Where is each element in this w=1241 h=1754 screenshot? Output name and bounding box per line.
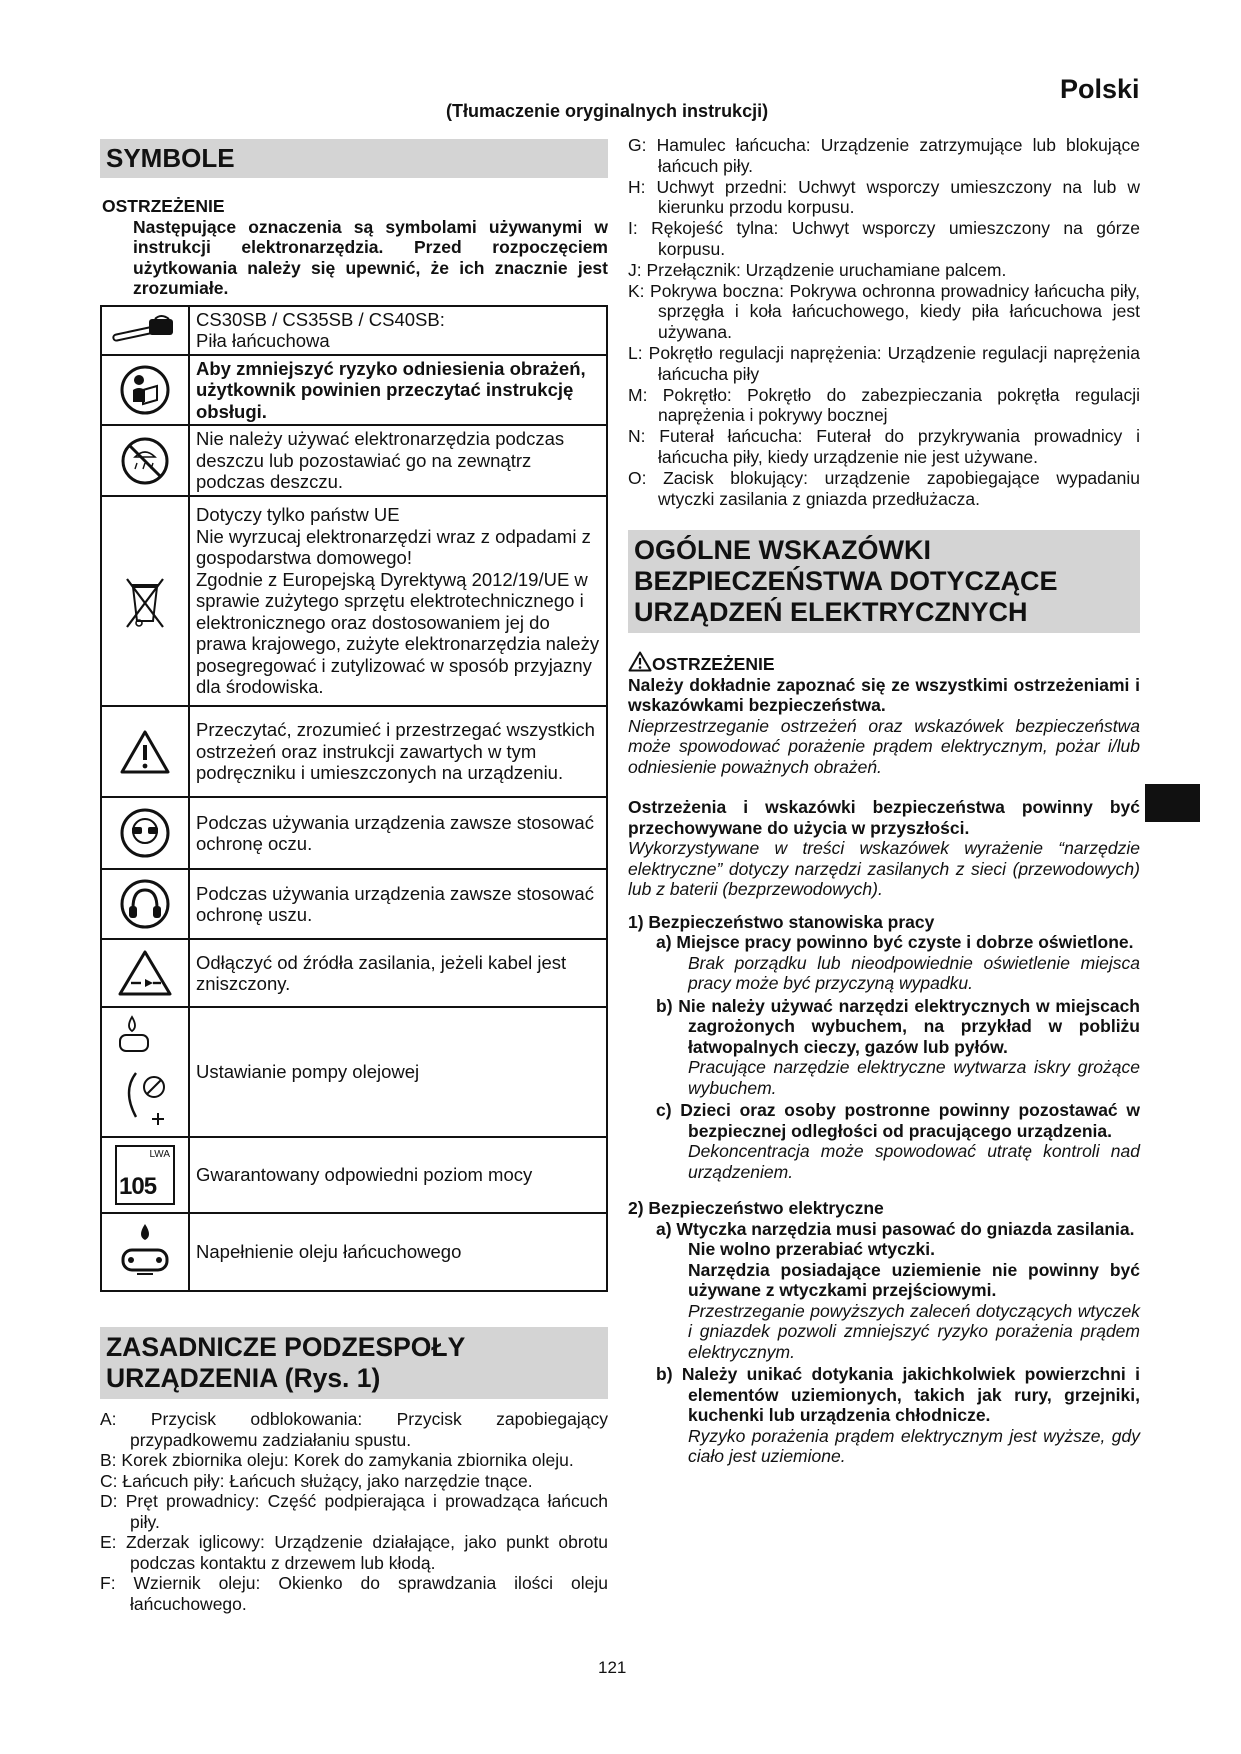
- section-heading: 2) Bezpieczeństwo elektryczne: [628, 1198, 884, 1218]
- safety-warning-italic: Nieprzestrzeganie ostrzeżeń oraz wskazówek bezpieczeństwa może spowodować porażenie prądem elektrycznym, pożar i/lub odniesienie poważnych obrażeń.: [628, 715, 1140, 777]
- language-label: Polski: [1060, 74, 1140, 104]
- symbol-text-line: Przeczytać, zrozumieć i przestrzegać wszystkich ostrzeżeń oraz instrukcji zawartych w tym podręczniku i umieszczonych na urządzeniu.: [189, 706, 607, 797]
- component-item: N: Futerał łańcucha: Futerał do przykrywania prowadnicy i łańcucha piły, kiedy urządzenie nie jest używane.: [628, 426, 1140, 467]
- component-item: G: Hamulec łańcucha: Urządzenie zatrzymujące lub blokujące łańcuch piły.: [628, 135, 1140, 176]
- chainsaw-icon: [101, 306, 189, 355]
- component-item: A: Przycisk odblokowania: Przycisk zapobiegający przypadkowemu zadziałaniu spustu.: [100, 1409, 608, 1450]
- symbol-row: [101, 1213, 607, 1291]
- component-item: O: Zacisk blokujący: urządzenie zapobiegające wypadaniu wtyczki zasilania z gniazda przedłużacza.: [628, 467, 1140, 509]
- symbols-table: [100, 305, 608, 1293]
- symbol-text-line: Odłączyć od źródła zasilania, jeżeli kabel jest zniszczony.: [189, 939, 607, 1007]
- symbol-row: [101, 355, 607, 426]
- component-item: H: Uchwyt przedni: Uchwyt wsporczy umieszczony na lub w kierunku przodu korpusu.: [628, 176, 1140, 218]
- symbols-warning: [100, 196, 608, 299]
- symbol-text-line: Dotyczy tylko państw UE: [196, 504, 400, 526]
- component-item: L: Pokrętło regulacji naprężenia: Urządzenie regulacji naprężenia łańcucha piły: [628, 342, 1140, 384]
- symbol-text-line: Podczas używania urządzenia zawsze stosować ochronę oczu.: [189, 797, 607, 869]
- sound-power-icon: [101, 1137, 189, 1213]
- eye-protection-icon: [101, 797, 189, 869]
- symbol-text-line: Aby zmniejszyć ryzyko odniesienia obrażeń, użytkownik powinien przeczytać instrukcję obsługi.: [189, 355, 607, 426]
- symbol-row: [101, 1007, 607, 1137]
- safety-keep: [628, 797, 1140, 900]
- symbol-text-line: Podczas używania urządzenia zawsze stosować ochronę uszu.: [189, 869, 607, 939]
- symbol-row: [101, 425, 607, 496]
- symbol-text-line: CS30SB / CS35SB / CS40SB:: [196, 308, 445, 330]
- components-list-continued: [628, 135, 1140, 509]
- rule-body: Przestrzeganie powyższych zaleceń dotyczących wtyczek i gniazdek pozwoli zmniejszyć ryzyko porażenia prądem elektrycznym.: [688, 1300, 1140, 1362]
- safety-section: [628, 530, 1140, 1467]
- read-manual-icon: [101, 355, 189, 426]
- safety-keep-italic: Wykorzystywane w treści wskazówek wyrażenie “narzędzie elektryczne” dotyczy narzędzi zasilanych z sieci (przewodowych) lub z baterii (bezprzewodowych).: [628, 838, 1140, 899]
- component-item: M: Pokrętło: Pokrętło do zabezpieczania pokrętła regulacji naprężenia i pokrywy bocznej: [628, 384, 1140, 426]
- symbols-warning-label: OSTRZEŻENIE: [102, 196, 225, 216]
- rule-extra: Nie wolno przerabiać wtyczki.: [688, 1239, 936, 1259]
- component-item: F: Wziernik oleju: Okienko do sprawdzania ilości oleju łańcuchowego.: [100, 1573, 608, 1614]
- symbol-text-line: Zgodnie z Europejską Dyrektywą 2012/19/UE w sprawie zużytego sprzętu elektrotechnicznego i elektronicznego oraz dostosowaniem jej do prawa krajowego, zużyte elektronarzędzia należy posegregować i zutylizować w sposób przyjazny dla środowiska.: [196, 568, 600, 698]
- warning-triangle-icon: [101, 706, 189, 797]
- section-heading: 1) Bezpieczeństwo stanowiska pracy: [628, 911, 935, 932]
- page-number: 121: [598, 1658, 627, 1677]
- component-item: K: Pokrywa boczna: Pokrywa ochronna prowadnicy łańcucha piły, sprzęgła i koła łańcuchowego, kiedy piła łańcuchowa jest używana.: [628, 280, 1140, 343]
- component-item: E: Zderzak iglicowy: Urządzenie działające, jako punkt obrotu podczas kontaktu z drzewem lub kłodą.: [100, 1532, 608, 1573]
- warning-triangle-icon: [628, 651, 652, 672]
- symbols-warning-text: Następujące oznaczenia są symbolami używanymi w instrukcji elektronarzędzia. Przed rozpoczęciem użytkowania należy się upewnić, że ich znacznie jest zrozumiałe.: [133, 216, 608, 298]
- rule-body: Dekoncentracja może spowodować utratę kontroli nad urządzeniem.: [688, 1141, 1140, 1182]
- components-list: [100, 1409, 608, 1614]
- symbol-row: [101, 869, 607, 939]
- rule-heading: a) Wtyczka narzędzia musi pasować do gniazda zasilania.: [656, 1218, 1135, 1239]
- symbol-row: [101, 939, 607, 1007]
- symbol-row: [101, 706, 607, 797]
- symbols-heading: SYMBOLE: [100, 139, 608, 178]
- symbol-row: [101, 797, 607, 869]
- rule-heading: a) Miejsce pracy powinno być czyste i dobrze oświetlone.: [656, 932, 1134, 952]
- safety-heading: OGÓLNE WSKAZÓWKI BEZPIECZEŃSTWA DOTYCZĄCE URZĄDZEŃ ELEKTRYCZNYCH: [628, 530, 1140, 633]
- rule-heading: b) Nie należy używać narzędzi elektrycznych w miejscach zagrożonych wybuchem, na przykład w pobliżu łatwopalnych cieczy, gazów lub pyłów.: [656, 995, 1140, 1057]
- symbol-row: [101, 306, 607, 355]
- components-section: [100, 1327, 608, 1614]
- symbol-row: [101, 1137, 607, 1213]
- rule-extra: Narzędzia posiadające uziemienie nie powinny być używane z wtyczkami przejściowymi.: [688, 1259, 1140, 1300]
- rule-body: Brak porządku lub nieodpowiednie oświetlenie miejsca pracy może być przyczyną wypadku.: [688, 952, 1140, 993]
- chain-oil-fill-icon: [101, 1213, 189, 1291]
- translation-subtitle: (Tłumaczenie oryginalnych instrukcji): [446, 101, 769, 121]
- component-item: D: Pręt prowadnicy: Część podpierająca i prowadząca łańcuch piły.: [100, 1491, 608, 1532]
- rule-body: Pracujące narzędzie elektryczne wytwarza iskry grożące wybuchem.: [688, 1057, 1140, 1098]
- rule-heading: c) Dzieci oraz osoby postronne powinny pozostawać w bezpiecznej odległości od pracującego urządzenia.: [656, 1100, 1140, 1141]
- oil-pump-adjust-icon: [101, 1007, 189, 1137]
- right-column: [628, 135, 1140, 509]
- rule-heading: b) Należy unikać dotykania jakichkolwiek powierzchni i elementów uziemionych, takich jak rury, grzejniki, kuchenki lub urządzenia chłodnicze.: [656, 1364, 1140, 1425]
- symbol-text-line: Nie wyrzucaj elektronarzędzi wraz z odpadami z gospodarstwa domowego!: [196, 525, 591, 569]
- no-rain-icon: [101, 425, 189, 496]
- component-item: B: Korek zbiornika oleju: Korek do zamykania zbiornika oleju.: [100, 1450, 574, 1470]
- components-heading: ZASADNICZE PODZESPOŁY URZĄDZENIA (Rys. 1): [100, 1327, 608, 1399]
- component-item: J: Przełącznik: Urządzenie uruchamiane palcem.: [628, 259, 1007, 280]
- safety-section-1: [628, 912, 1140, 1183]
- symbol-text-line: Piła łańcuchowa: [196, 330, 330, 351]
- safety-keep-bold: Ostrzeżenia i wskazówki bezpieczeństwa powinny być przechowywane do użycia w przyszłości.: [628, 797, 1140, 838]
- rule-body: Ryzyko porażenia prądem elektrycznym jest wyższe, gdy ciało jest uziemione.: [688, 1425, 1140, 1466]
- chapter-tab: [1145, 784, 1200, 822]
- sound-power-label: LWA: [149, 1149, 170, 1160]
- crossed-bin-icon: [101, 496, 189, 706]
- component-item: C: Łańcuch piły: Łańcuch służący, jako narzędzie tnące.: [100, 1470, 533, 1491]
- symbol-text-line: Napełnienie oleju łańcuchowego: [189, 1213, 607, 1291]
- unplug-triangle-icon: [101, 939, 189, 1007]
- left-column: [100, 139, 608, 1292]
- sound-power-value: 105: [119, 1173, 157, 1200]
- symbol-text-line: Nie należy używać elektronarzędzia podczas deszczu lub pozostawiać go na zewnątrz podczas deszczu.: [189, 425, 607, 496]
- safety-warning-label: OSTRZEŻENIE: [652, 654, 775, 674]
- component-item: I: Rękojeść tylna: Uchwyt wsporczy umieszczony na górze korpusu.: [628, 218, 1140, 259]
- symbol-row: [101, 496, 607, 706]
- symbol-text-line: Ustawianie pompy olejowej: [189, 1007, 607, 1137]
- ear-protection-icon: [101, 869, 189, 939]
- safety-warning-bold: Należy dokładnie zapoznać się ze wszystkimi ostrzeżeniami i wskazówkami bezpieczeństwa.: [628, 674, 1140, 715]
- safety-section-2: [628, 1198, 1140, 1467]
- safety-warning: [628, 651, 1140, 777]
- symbol-text-line: Gwarantowany odpowiedni poziom mocy: [189, 1137, 607, 1213]
